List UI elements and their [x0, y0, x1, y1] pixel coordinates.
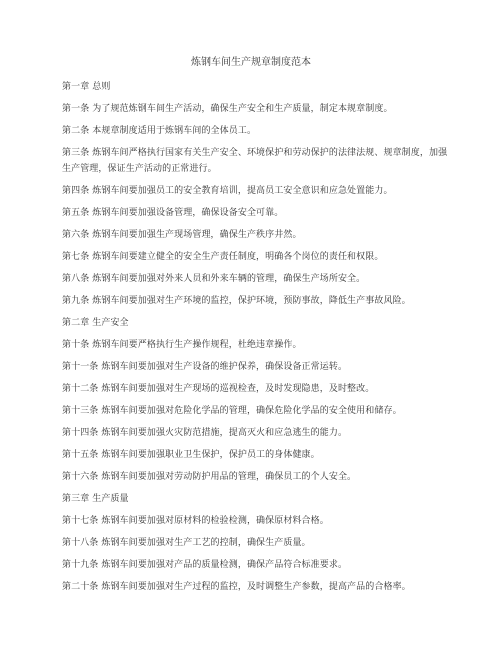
article-paragraph: 第七条 炼钢车间要建立健全的安全生产责任制度，明确各个岗位的责任和权限。	[62, 252, 384, 262]
article-paragraph: 第三条 炼钢车间严格执行国家有关生产安全、环境保护和劳动保护的法律法规、规章制度，加强生产管理，保证生产活动的正常进行。	[62, 148, 448, 174]
document-body	[62, 79, 448, 601]
article-paragraph: 第四条 炼钢车间要加强员工的安全教育培训，提高员工安全意识和应急处置能力。	[62, 186, 393, 196]
article-paragraph: 第二十条 炼钢车间要加强对生产过程的监控，及时调整生产参数，提高产品的合格率。	[62, 582, 411, 592]
article-paragraph: 第十条 炼钢车间要严格执行生产操作规程，杜绝违章操作。	[62, 340, 302, 350]
article-paragraph: 第六条 炼钢车间要加强生产现场管理，确保生产秩序井然。	[62, 230, 302, 240]
article-paragraph: 第二条 本规章制度适用于炼钢车间的全体员工。	[62, 126, 257, 136]
chapter-heading: 第三章 生产质量	[62, 494, 129, 504]
article-paragraph: 第九条 炼钢车间要加强对生产环境的监控，保护环境，预防事故，降低生产事故风险。	[62, 296, 411, 306]
article-paragraph: 第十九条 炼钢车间要加强对产品的质量检测，确保产品符合标准要求。	[62, 560, 348, 570]
article-paragraph: 第十四条 炼钢车间要加强火灾防范措施，提高灭火和应急逃生的能力。	[62, 428, 348, 438]
chapter-heading: 第二章 生产安全	[62, 318, 129, 328]
article-paragraph: 第十三条 炼钢车间要加强对危险化学品的管理，确保危险化学品的安全使用和储存。	[62, 406, 402, 416]
article-paragraph: 第十二条 炼钢车间要加强对生产现场的巡视检查，及时发现隐患，及时整改。	[62, 384, 375, 394]
article-paragraph: 第十六条 炼钢车间要加强对劳动防护用品的管理，确保员工的个人安全。	[62, 472, 357, 482]
article-paragraph: 第十七条 炼钢车间要加强对原材料的检验检测，确保原材料合格。	[62, 516, 329, 526]
document-title: 炼钢车间生产规章制度范本	[191, 57, 311, 68]
chapter-heading: 第一章 总则	[62, 82, 111, 92]
article-paragraph: 第十五条 炼钢车间要加强职业卫生保护，保护员工的身体健康。	[62, 450, 320, 460]
article-paragraph: 第十一条 炼钢车间要加强对生产设备的维护保养，确保设备正常运转。	[62, 362, 348, 372]
article-paragraph: 第五条 炼钢车间要加强设备管理，确保设备安全可靠。	[62, 208, 284, 218]
article-paragraph: 第一条 为了规范炼钢车间生产活动，确保生产安全和生产质量，制定本规章制度。	[62, 104, 393, 114]
article-paragraph: 第十八条 炼钢车间要加强对生产工艺的控制，确保生产质量。	[62, 538, 311, 548]
article-paragraph: 第八条 炼钢车间要加强对外来人员和外来车辆的管理，确保生产场所安全。	[62, 274, 366, 284]
